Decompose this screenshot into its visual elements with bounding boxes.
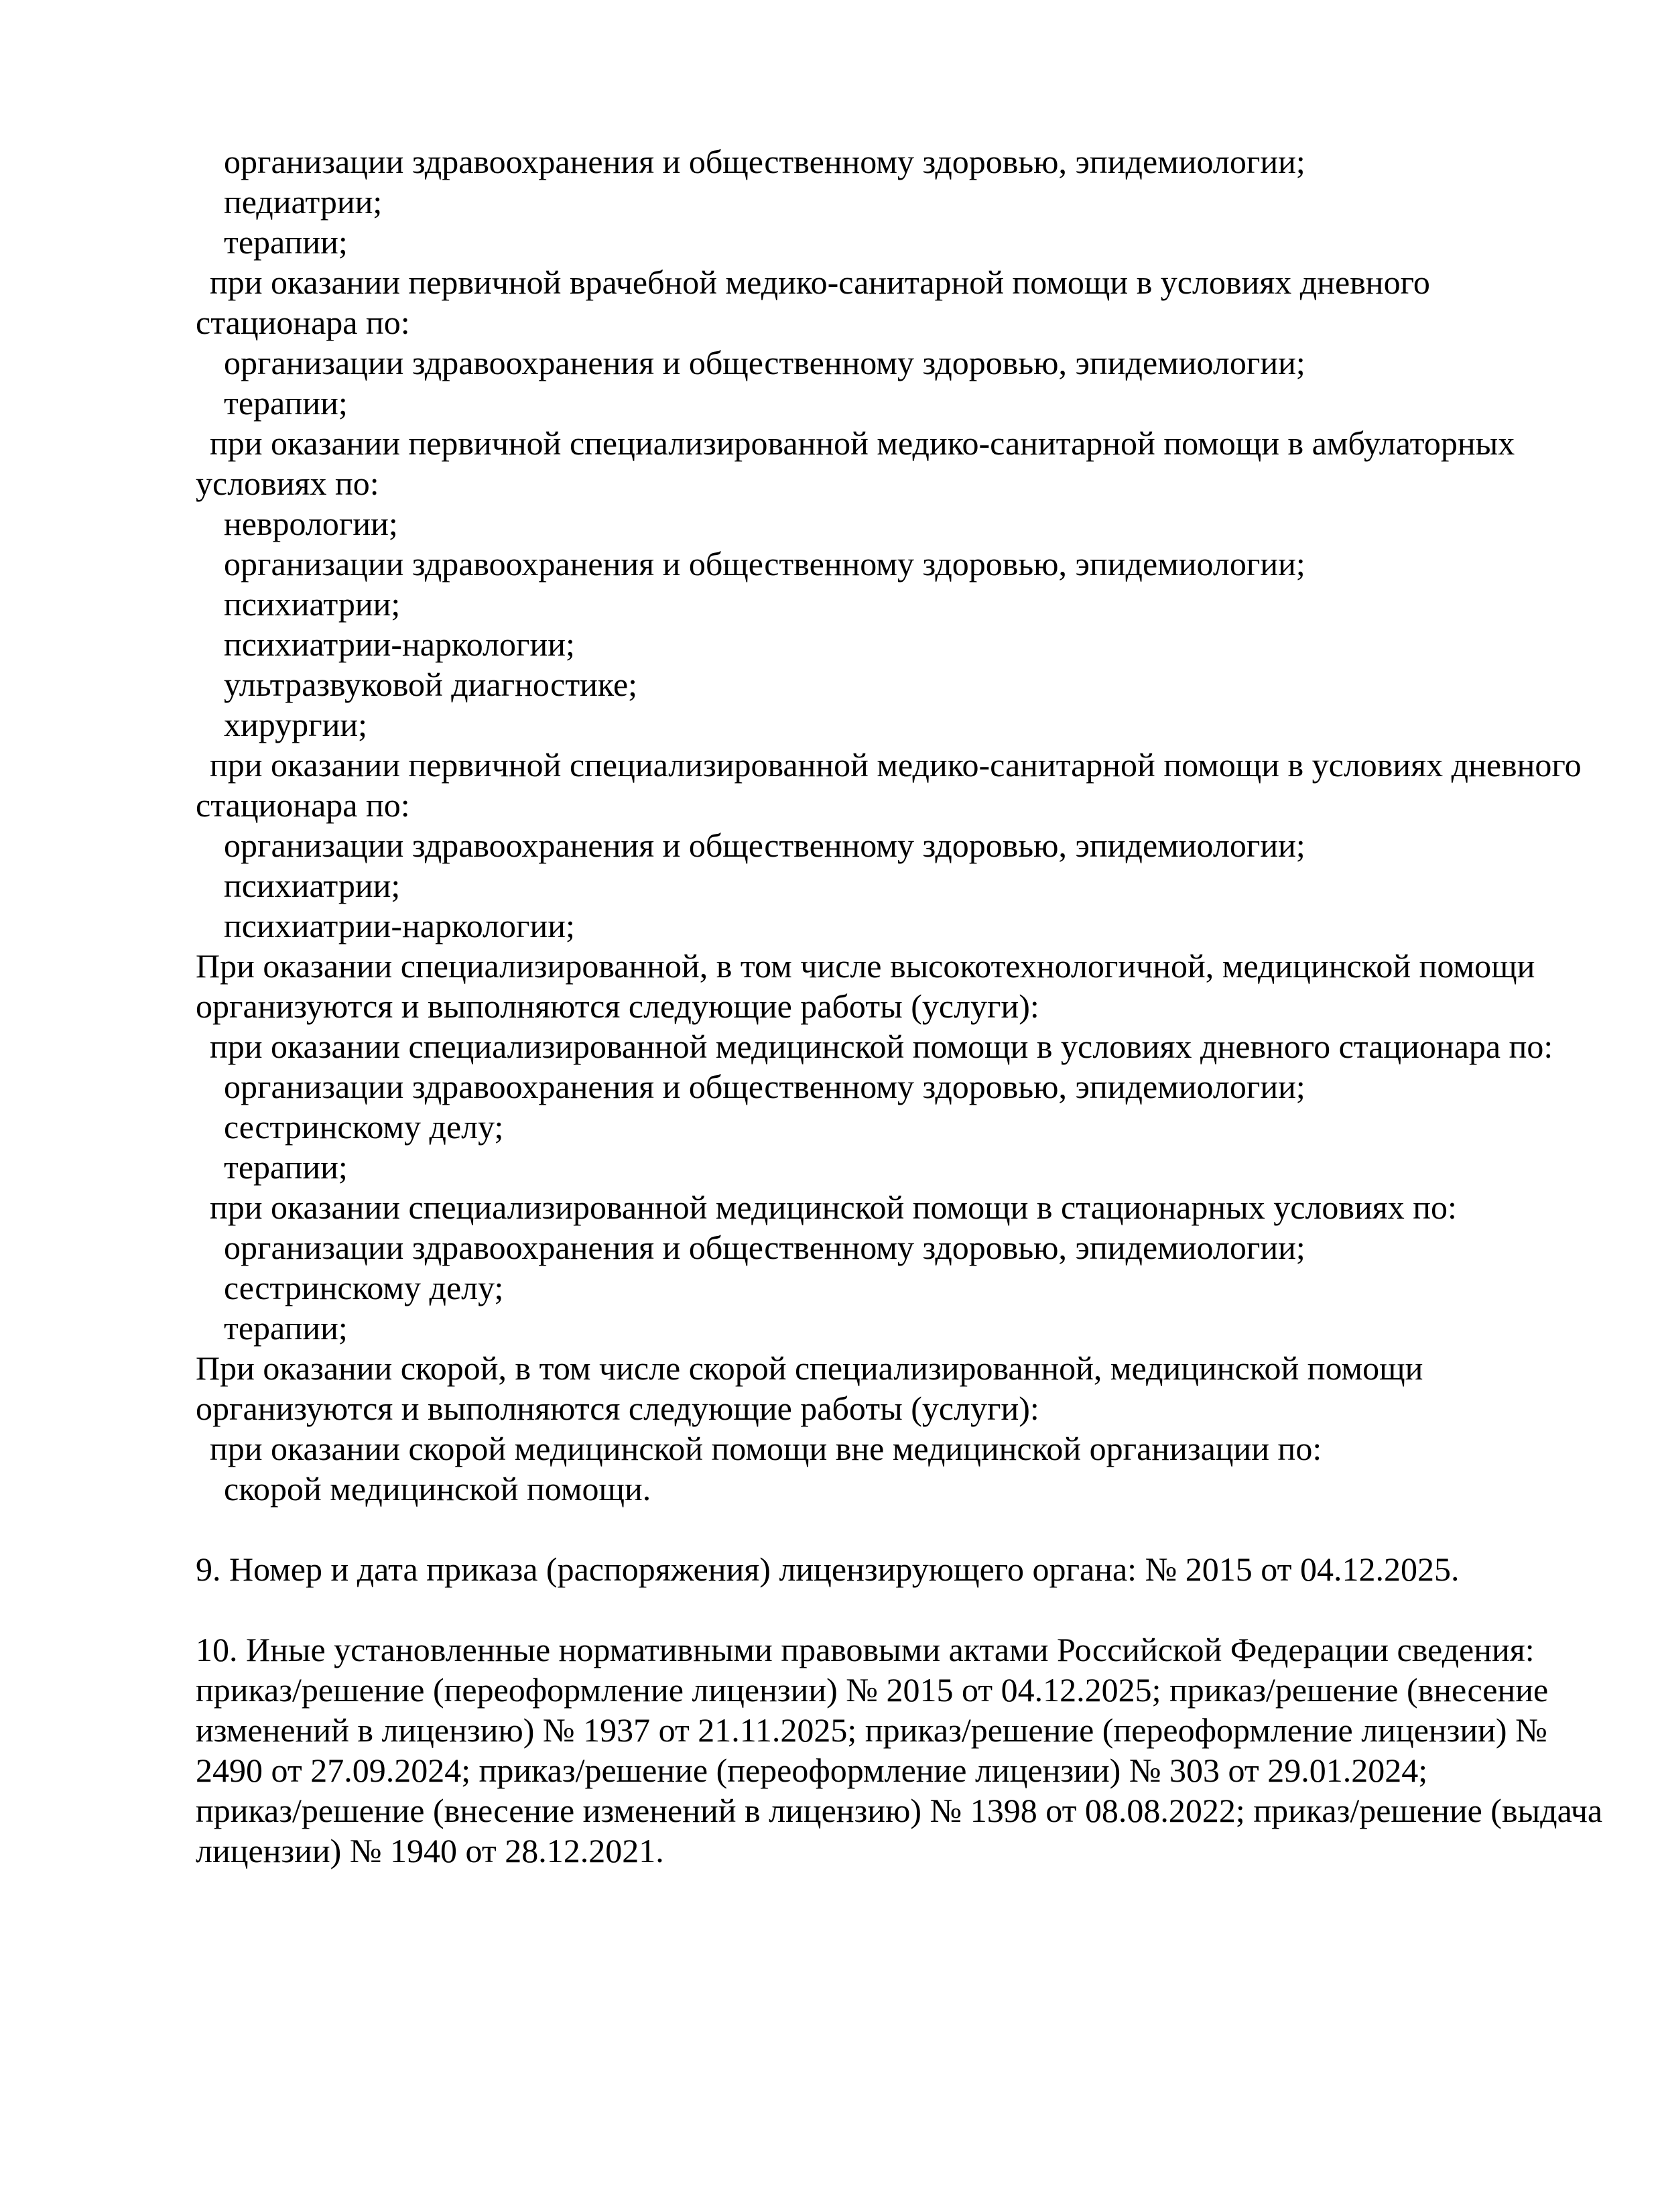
document-line: психиатрии-наркологии; — [224, 625, 575, 663]
document-line: терапии; — [224, 1309, 348, 1347]
document-line: организации здравоохранения и общественному здоровью, эпидемиологии; — [224, 1229, 1305, 1266]
document-line: психиатрии; — [224, 867, 401, 904]
document-line: при оказании скорой медицинской помощи вне медицинской организации по: — [210, 1430, 1322, 1467]
document-line: организации здравоохранения и общественному здоровью, эпидемиологии; — [224, 344, 1305, 381]
document-line: организуются и выполняются следующие работы (услуги): — [196, 987, 1039, 1025]
document-line: организации здравоохранения и общественному здоровью, эпидемиологии; — [224, 143, 1305, 180]
document-line: сестринскому делу; — [224, 1108, 504, 1146]
document-line: организации здравоохранения и общественному здоровью, эпидемиологии; — [224, 826, 1305, 864]
blank-line — [196, 1589, 1610, 1630]
document-line: лицензии) № 1940 от 28.12.2021. — [196, 1832, 664, 1869]
document-line: организации здравоохранения и общественному здоровью, эпидемиологии; — [224, 1068, 1305, 1105]
document-line: При оказании скорой, в том числе скорой специализированной, медицинской помощи — [196, 1349, 1423, 1387]
document-line: терапии; — [224, 223, 348, 261]
document-line: хирургии; — [224, 706, 368, 743]
document-line: при оказании первичной специализированной медико-санитарной помощи в амбулаторных — [210, 424, 1515, 462]
document-line: терапии; — [224, 384, 348, 422]
license-works-services-text — [196, 141, 1610, 1871]
document-line: стационара по: — [196, 304, 410, 341]
document-line: психиатрии; — [224, 585, 401, 623]
document-line: условиях по: — [196, 465, 379, 502]
document-line: 2490 от 27.09.2024; приказ/решение (переоформление лицензии) № 303 от 29.01.2024; — [196, 1752, 1428, 1789]
document-line: при оказании первичной врачебной медико-санитарной помощи в условиях дневного — [210, 263, 1430, 301]
document-line: скорой медицинской помощи. — [224, 1470, 651, 1508]
document-line: 9. Номер и дата приказа (распоряжения) лицензирующего органа: № 2015 от 04.12.2025. — [196, 1550, 1460, 1588]
document-line: при оказании специализированной медицинской помощи в стационарных условиях по: — [210, 1188, 1457, 1226]
document-line: сестринскому делу; — [224, 1269, 504, 1306]
document-line: психиатрии-наркологии; — [224, 907, 575, 944]
document-line: стационара по: — [196, 786, 410, 824]
document-line: изменений в лицензию) № 1937 от 21.11.2025; приказ/решение (переоформление лицензии) № — [196, 1711, 1547, 1749]
document-line: организуются и выполняются следующие работы (услуги): — [196, 1390, 1039, 1427]
document-line: ультразвуковой диагностике; — [224, 666, 638, 703]
blank-line — [196, 1509, 1610, 1549]
document-line: при оказании специализированной медицинской помощи в условиях дневного стационара по: — [210, 1028, 1553, 1065]
document-line: При оказании специализированной, в том числе высокотехнологичной, медицинской помощи — [196, 947, 1535, 985]
document-line: терапии; — [224, 1148, 348, 1186]
document-line: при оказании первичной специализированной медико-санитарной помощи в условиях дневного — [210, 746, 1582, 784]
document-line: педиатрии; — [224, 183, 383, 221]
document-line: неврологии; — [224, 505, 398, 542]
document-line: организации здравоохранения и общественному здоровью, эпидемиологии; — [224, 545, 1305, 582]
document-line: 10. Иные установленные нормативными правовыми актами Российской Федерации сведения: — [196, 1631, 1535, 1668]
document-line: приказ/решение (переоформление лицензии) № 2015 от 04.12.2025; приказ/решение (внесение — [196, 1671, 1549, 1709]
document-line: приказ/решение (внесение изменений в лицензию) № 1398 от 08.08.2022; приказ/решение (выдача — [196, 1792, 1603, 1829]
